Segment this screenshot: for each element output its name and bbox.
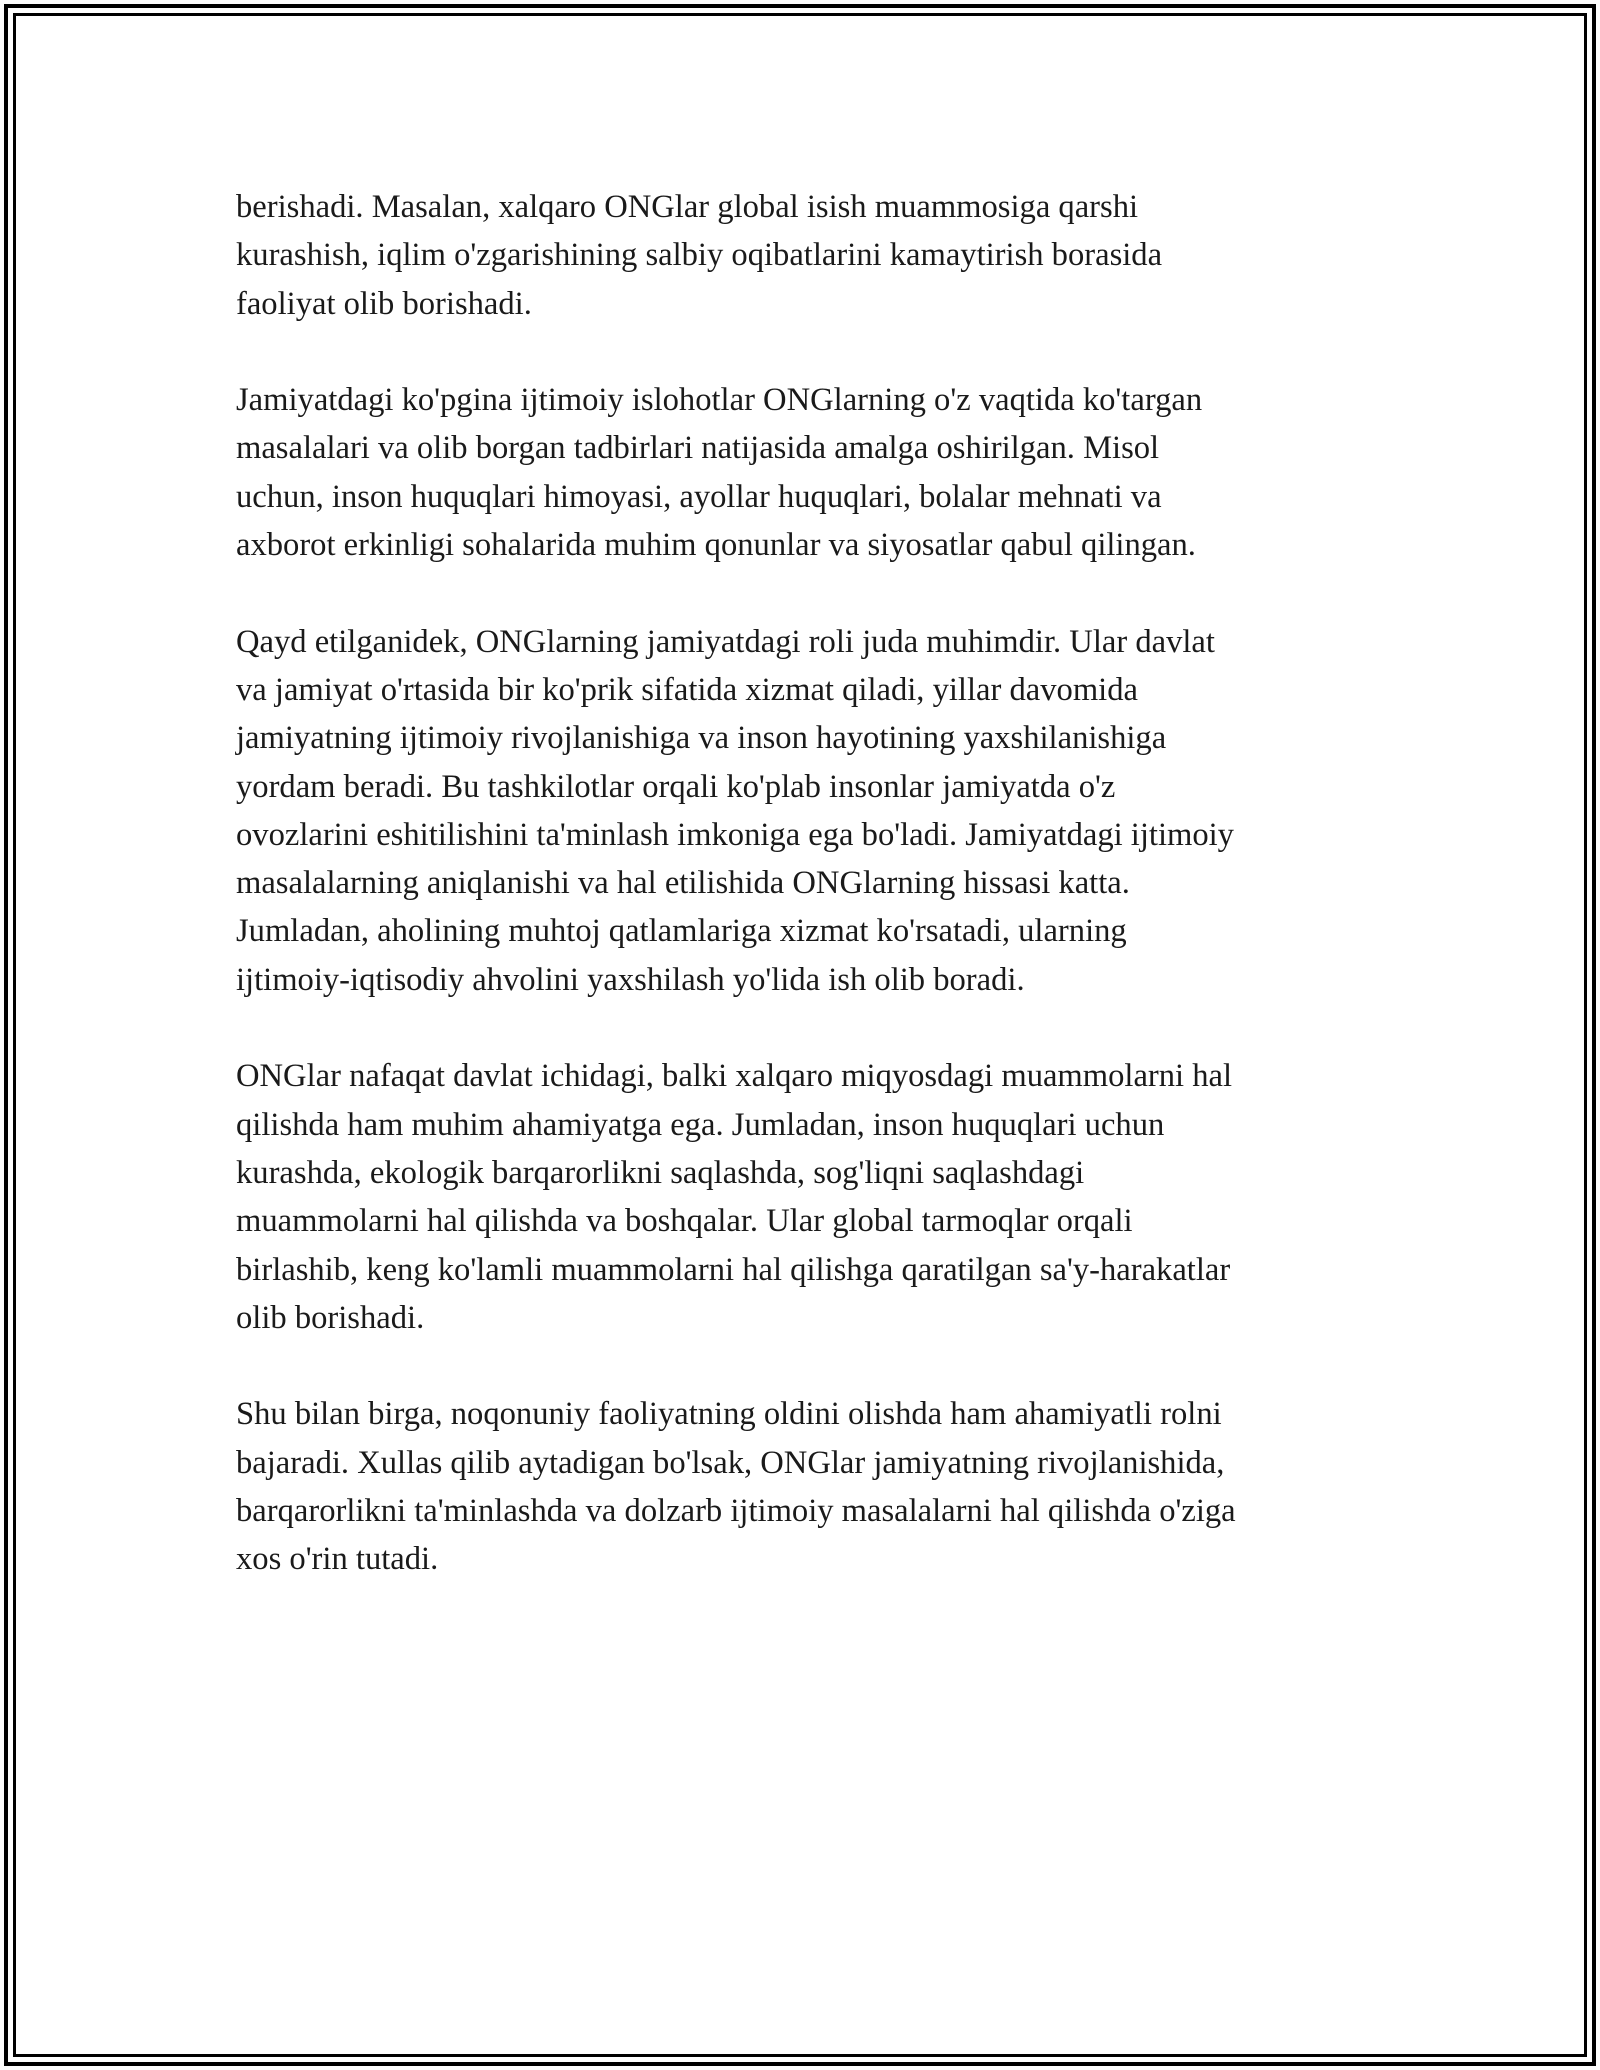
paragraph-line: Shu bilan birga, noqonuniy faoliyatning oldini olishda ham ahamiyatli rolni xyxy=(236,1396,1222,1433)
paragraph-line: Qayd etilganidek, ONGlarning jamiyatdagi roli juda muhimdir. Ular davlat xyxy=(236,623,1215,660)
paragraph-line: ijtimoiy-iqtisodiy ahvolini yaxshilash yo'lida ish olib boradi. xyxy=(236,961,1025,998)
paragraph-line: xos o'rin tutadi. xyxy=(236,1541,439,1578)
paragraph-line: muammolarni hal qilishda va boshqalar. Ular global tarmoqlar orqali xyxy=(236,1203,1133,1240)
paragraph-line: uchun, inson huquqlari himoyasi, ayollar huquqlari, bolalar mehnati va xyxy=(236,478,1162,515)
paragraph-line: jamiyatning ijtimoiy rivojlanishiga va inson hayotining yaxshilanishiga xyxy=(236,720,1167,757)
document-body xyxy=(236,183,1416,1632)
paragraph-1 xyxy=(236,183,1416,328)
paragraph-line: qilishda ham muhim ahamiyatga ega. Jumladan, inson huquqlari uchun xyxy=(236,1106,1165,1143)
paragraph-line: barqarorlikni ta'minlashda va dolzarb ijtimoiy masalalarni hal qilishda o'ziga xyxy=(236,1493,1236,1530)
paragraph-line: bajaradi. Xullas qilib aytadigan bo'lsak, ONGlar jamiyatning rivojlanishida, xyxy=(236,1444,1225,1481)
paragraph-line: ONGlar nafaqat davlat ichidagi, balki xalqaro miqyosdagi muammolarni hal xyxy=(236,1058,1233,1095)
paragraph-line: faoliyat olib borishadi. xyxy=(236,285,532,322)
paragraph-3 xyxy=(236,618,1416,1004)
paragraph-line: Jumladan, aholining muhtoj qatlamlariga xizmat ko'rsatadi, ularning xyxy=(236,913,1127,950)
paragraph-line: va jamiyat o'rtasida bir ko'prik sifatida xizmat qiladi, yillar davomida xyxy=(236,671,1138,708)
paragraph-line: yordam beradi. Bu tashkilotlar orqali ko'plab insonlar jamiyatda o'z xyxy=(236,768,1116,805)
paragraph-4 xyxy=(236,1052,1416,1342)
paragraph-5 xyxy=(236,1390,1416,1583)
paragraph-line: olib borishadi. xyxy=(236,1299,425,1336)
paragraph-line: kurashish, iqlim o'zgarishining salbiy oqibatlarini kamaytirish borasida xyxy=(236,237,1163,274)
paragraph-line: Jamiyatdagi ko'pgina ijtimoiy islohotlar ONGlarning o'z vaqtida ko'targan xyxy=(236,382,1203,419)
paragraph-line: birlashib, keng ko'lamli muammolarni hal qilishga qaratilgan sa'y-harakatlar xyxy=(236,1251,1231,1288)
paragraph-line: masalalarning aniqlanishi va hal etilishida ONGlarning hissasi katta. xyxy=(236,865,1130,902)
paragraph-line: masalalari va olib borgan tadbirlari natijasida amalga oshirilgan. Misol xyxy=(236,430,1160,467)
paragraph-line: kurashda, ekologik barqarorlikni saqlashda, sog'liqni saqlashdagi xyxy=(236,1154,1085,1191)
paragraph-line: ovozlarini eshitilishini ta'minlash imkoniga ega bo'ladi. Jamiyatdagi ijtimoiy xyxy=(236,816,1234,853)
paragraph-line: axborot erkinligi sohalarida muhim qonunlar va siyosatlar qabul qilingan. xyxy=(236,527,1196,564)
paragraph-2 xyxy=(236,376,1416,569)
paragraph-line: berishadi. Masalan, xalqaro ONGlar global isish muammosiga qarshi xyxy=(236,189,1139,225)
